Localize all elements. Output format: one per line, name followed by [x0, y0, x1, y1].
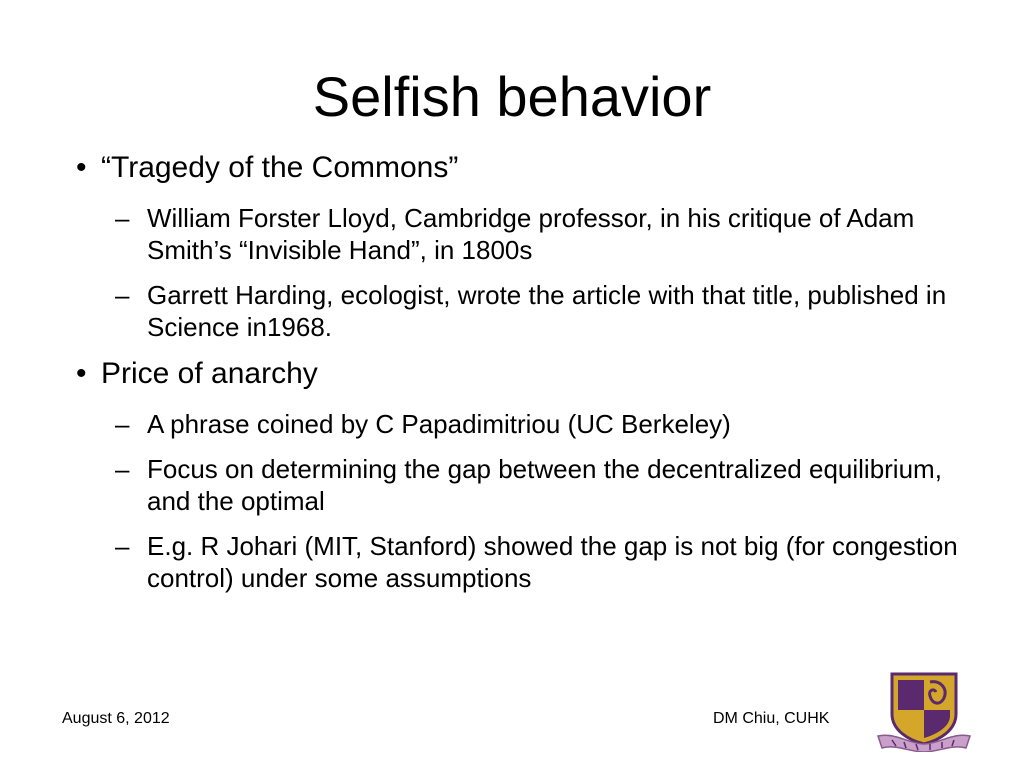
- sub-bullet-mark: –: [115, 409, 130, 439]
- sub-bullet-mark: –: [115, 531, 130, 561]
- bullet-item: [76, 356, 976, 392]
- sub-bullet-text: William Forster Lloyd, Cambridge professor, in his critique of Adam Smith’s “Invisible Hand”, in 1800s: [147, 203, 915, 265]
- bullet-text: Price of anarchy: [101, 357, 318, 390]
- bullet-mark: •: [76, 151, 87, 184]
- footer-date: August 6, 2012: [62, 710, 170, 727]
- sub-bullet-item: [115, 408, 967, 440]
- sub-bullet-mark: –: [115, 203, 130, 233]
- sub-bullet-mark: –: [115, 454, 130, 484]
- slide-content: [76, 150, 976, 607]
- university-crest-icon: [874, 670, 974, 752]
- bullet-group-2: [76, 356, 976, 594]
- bullet-group-1: [76, 150, 976, 343]
- sub-bullet-item: [115, 279, 967, 343]
- bullet-mark: •: [76, 357, 87, 390]
- footer-author: DM Chiu, CUHK: [713, 710, 830, 727]
- slide-title: Selfish behavior: [312, 65, 712, 128]
- sub-bullet-item: [115, 453, 967, 517]
- sub-bullet-text: Focus on determining the gap between the decentralized equilibrium, and the optimal: [147, 454, 942, 516]
- sub-bullet-text: E.g. R Johari (MIT, Stanford) showed the gap is not big (for congestion control) under some assumptions: [147, 531, 958, 593]
- sub-bullet-text: Garrett Harding, ecologist, wrote the article with that title, published in Science in1968.: [147, 280, 947, 342]
- bullet-text: “Tragedy of the Commons”: [101, 151, 459, 184]
- sub-bullet-mark: –: [115, 280, 130, 310]
- sub-bullet-text: A phrase coined by C Papadimitriou (UC Berkeley): [147, 409, 731, 439]
- bullet-item: [76, 150, 976, 186]
- sub-bullet-item: [115, 530, 967, 594]
- sub-bullet-item: [115, 202, 967, 266]
